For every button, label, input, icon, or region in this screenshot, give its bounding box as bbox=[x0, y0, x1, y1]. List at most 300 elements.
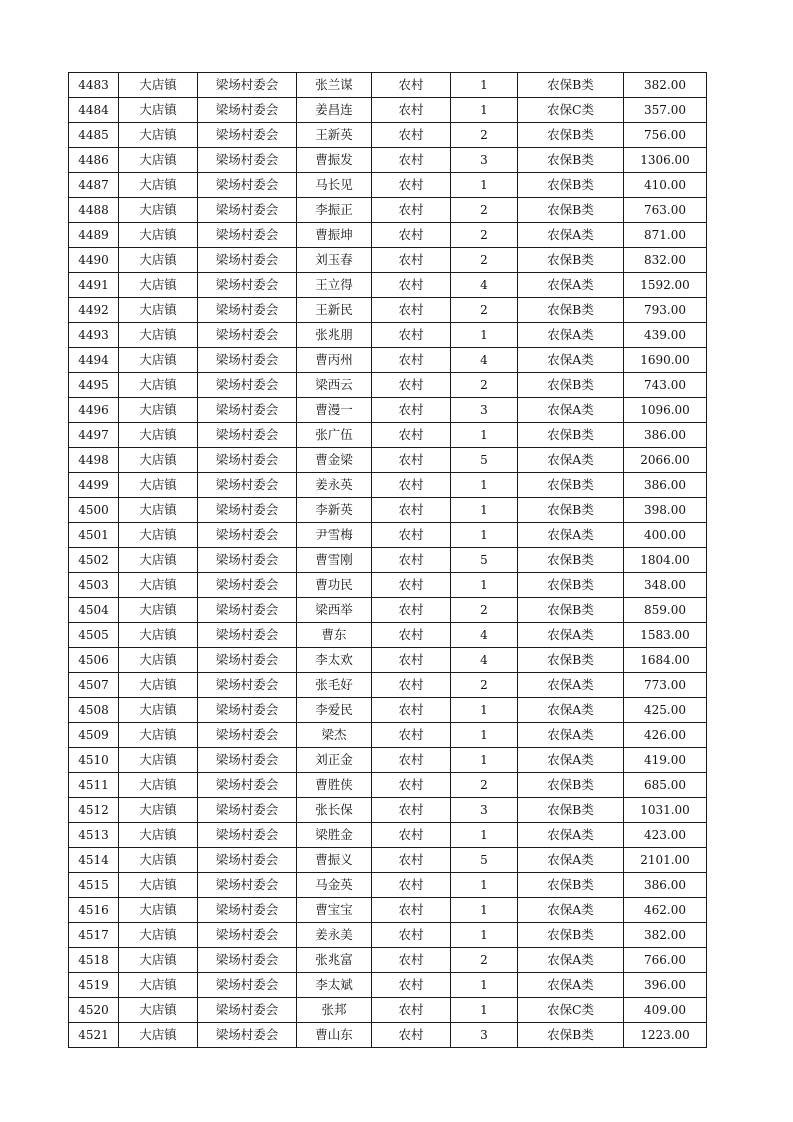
name-cell: 张兰谋 bbox=[297, 73, 372, 98]
village-cell: 梁场村委会 bbox=[198, 623, 297, 648]
area-type-cell: 农村 bbox=[372, 148, 451, 173]
area-type-cell: 农村 bbox=[372, 573, 451, 598]
amount-cell: 410.00 bbox=[624, 173, 707, 198]
name-cell: 马金英 bbox=[297, 873, 372, 898]
town-cell: 大店镇 bbox=[119, 73, 198, 98]
row-id-cell: 4515 bbox=[69, 873, 119, 898]
table-row bbox=[69, 348, 707, 373]
table-row bbox=[69, 373, 707, 398]
category-cell: 农保A类 bbox=[518, 398, 624, 423]
category-cell: 农保A类 bbox=[518, 323, 624, 348]
household-size-cell: 1 bbox=[451, 98, 518, 123]
household-size-cell: 2 bbox=[451, 123, 518, 148]
village-cell: 梁场村委会 bbox=[198, 248, 297, 273]
household-size-cell: 1 bbox=[451, 473, 518, 498]
row-id-cell: 4518 bbox=[69, 948, 119, 973]
name-cell: 张长保 bbox=[297, 798, 372, 823]
name-cell: 张邦 bbox=[297, 998, 372, 1023]
village-cell: 梁场村委会 bbox=[198, 848, 297, 873]
row-id-cell: 4504 bbox=[69, 598, 119, 623]
town-cell: 大店镇 bbox=[119, 473, 198, 498]
table-row bbox=[69, 173, 707, 198]
amount-cell: 793.00 bbox=[624, 298, 707, 323]
row-id-cell: 4511 bbox=[69, 773, 119, 798]
category-cell: 农保B类 bbox=[518, 148, 624, 173]
area-type-cell: 农村 bbox=[372, 648, 451, 673]
category-cell: 农保A类 bbox=[518, 348, 624, 373]
name-cell: 梁西举 bbox=[297, 598, 372, 623]
town-cell: 大店镇 bbox=[119, 248, 198, 273]
category-cell: 农保A类 bbox=[518, 973, 624, 998]
town-cell: 大店镇 bbox=[119, 748, 198, 773]
area-type-cell: 农村 bbox=[372, 723, 451, 748]
table-row bbox=[69, 973, 707, 998]
household-size-cell: 3 bbox=[451, 148, 518, 173]
row-id-cell: 4514 bbox=[69, 848, 119, 873]
household-size-cell: 1 bbox=[451, 723, 518, 748]
name-cell: 李太欢 bbox=[297, 648, 372, 673]
table-row bbox=[69, 623, 707, 648]
village-cell: 梁场村委会 bbox=[198, 1023, 297, 1048]
name-cell: 梁杰 bbox=[297, 723, 372, 748]
area-type-cell: 农村 bbox=[372, 1023, 451, 1048]
name-cell: 王立得 bbox=[297, 273, 372, 298]
row-id-cell: 4491 bbox=[69, 273, 119, 298]
row-id-cell: 4502 bbox=[69, 548, 119, 573]
name-cell: 姜永美 bbox=[297, 923, 372, 948]
village-cell: 梁场村委会 bbox=[198, 748, 297, 773]
household-size-cell: 1 bbox=[451, 873, 518, 898]
category-cell: 农保A类 bbox=[518, 523, 624, 548]
town-cell: 大店镇 bbox=[119, 148, 198, 173]
row-id-cell: 4508 bbox=[69, 698, 119, 723]
household-size-cell: 1 bbox=[451, 573, 518, 598]
name-cell: 张兆富 bbox=[297, 948, 372, 973]
area-type-cell: 农村 bbox=[372, 823, 451, 848]
area-type-cell: 农村 bbox=[372, 848, 451, 873]
table-row bbox=[69, 498, 707, 523]
village-cell: 梁场村委会 bbox=[198, 798, 297, 823]
table-row bbox=[69, 873, 707, 898]
category-cell: 农保B类 bbox=[518, 248, 624, 273]
town-cell: 大店镇 bbox=[119, 773, 198, 798]
household-size-cell: 2 bbox=[451, 598, 518, 623]
area-type-cell: 农村 bbox=[372, 673, 451, 698]
table-row bbox=[69, 648, 707, 673]
village-cell: 梁场村委会 bbox=[198, 523, 297, 548]
name-cell: 王新民 bbox=[297, 298, 372, 323]
amount-cell: 859.00 bbox=[624, 598, 707, 623]
amount-cell: 743.00 bbox=[624, 373, 707, 398]
area-type-cell: 农村 bbox=[372, 223, 451, 248]
table-row bbox=[69, 748, 707, 773]
amount-cell: 398.00 bbox=[624, 498, 707, 523]
name-cell: 张广伍 bbox=[297, 423, 372, 448]
table-row bbox=[69, 473, 707, 498]
village-cell: 梁场村委会 bbox=[198, 548, 297, 573]
area-type-cell: 农村 bbox=[372, 323, 451, 348]
category-cell: 农保B类 bbox=[518, 573, 624, 598]
amount-cell: 1031.00 bbox=[624, 798, 707, 823]
village-cell: 梁场村委会 bbox=[198, 698, 297, 723]
category-cell: 农保A类 bbox=[518, 623, 624, 648]
village-cell: 梁场村委会 bbox=[198, 423, 297, 448]
row-id-cell: 4494 bbox=[69, 348, 119, 373]
amount-cell: 357.00 bbox=[624, 98, 707, 123]
row-id-cell: 4512 bbox=[69, 798, 119, 823]
area-type-cell: 农村 bbox=[372, 948, 451, 973]
village-cell: 梁场村委会 bbox=[198, 823, 297, 848]
village-cell: 梁场村委会 bbox=[198, 598, 297, 623]
area-type-cell: 农村 bbox=[372, 123, 451, 148]
area-type-cell: 农村 bbox=[372, 598, 451, 623]
area-type-cell: 农村 bbox=[372, 248, 451, 273]
household-size-cell: 2 bbox=[451, 248, 518, 273]
category-cell: 农保C类 bbox=[518, 998, 624, 1023]
name-cell: 曹振坤 bbox=[297, 223, 372, 248]
row-id-cell: 4485 bbox=[69, 123, 119, 148]
town-cell: 大店镇 bbox=[119, 723, 198, 748]
row-id-cell: 4486 bbox=[69, 148, 119, 173]
category-cell: 农保A类 bbox=[518, 698, 624, 723]
household-size-cell: 5 bbox=[451, 848, 518, 873]
household-size-cell: 1 bbox=[451, 748, 518, 773]
town-cell: 大店镇 bbox=[119, 673, 198, 698]
amount-cell: 766.00 bbox=[624, 948, 707, 973]
town-cell: 大店镇 bbox=[119, 223, 198, 248]
village-cell: 梁场村委会 bbox=[198, 198, 297, 223]
category-cell: 农保A类 bbox=[518, 823, 624, 848]
amount-cell: 1583.00 bbox=[624, 623, 707, 648]
household-size-cell: 1 bbox=[451, 698, 518, 723]
name-cell: 曹宝宝 bbox=[297, 898, 372, 923]
village-cell: 梁场村委会 bbox=[198, 73, 297, 98]
household-size-cell: 3 bbox=[451, 1023, 518, 1048]
household-size-cell: 3 bbox=[451, 798, 518, 823]
row-id-cell: 4509 bbox=[69, 723, 119, 748]
category-cell: 农保B类 bbox=[518, 173, 624, 198]
table-row bbox=[69, 573, 707, 598]
household-size-cell: 4 bbox=[451, 348, 518, 373]
household-size-cell: 2 bbox=[451, 373, 518, 398]
amount-cell: 773.00 bbox=[624, 673, 707, 698]
category-cell: 农保A类 bbox=[518, 223, 624, 248]
data-table bbox=[68, 72, 707, 1048]
table-row bbox=[69, 923, 707, 948]
row-id-cell: 4496 bbox=[69, 398, 119, 423]
table-row bbox=[69, 773, 707, 798]
row-id-cell: 4498 bbox=[69, 448, 119, 473]
village-cell: 梁场村委会 bbox=[198, 373, 297, 398]
category-cell: 农保B类 bbox=[518, 873, 624, 898]
town-cell: 大店镇 bbox=[119, 423, 198, 448]
name-cell: 曹金梁 bbox=[297, 448, 372, 473]
amount-cell: 2101.00 bbox=[624, 848, 707, 873]
category-cell: 农保B类 bbox=[518, 473, 624, 498]
area-type-cell: 农村 bbox=[372, 773, 451, 798]
village-cell: 梁场村委会 bbox=[198, 773, 297, 798]
table-row bbox=[69, 798, 707, 823]
amount-cell: 763.00 bbox=[624, 198, 707, 223]
amount-cell: 386.00 bbox=[624, 873, 707, 898]
amount-cell: 439.00 bbox=[624, 323, 707, 348]
town-cell: 大店镇 bbox=[119, 448, 198, 473]
name-cell: 李新英 bbox=[297, 498, 372, 523]
area-type-cell: 农村 bbox=[372, 423, 451, 448]
village-cell: 梁场村委会 bbox=[198, 648, 297, 673]
table-row bbox=[69, 998, 707, 1023]
category-cell: 农保B类 bbox=[518, 773, 624, 798]
household-size-cell: 4 bbox=[451, 623, 518, 648]
area-type-cell: 农村 bbox=[372, 623, 451, 648]
area-type-cell: 农村 bbox=[372, 298, 451, 323]
town-cell: 大店镇 bbox=[119, 523, 198, 548]
row-id-cell: 4510 bbox=[69, 748, 119, 773]
area-type-cell: 农村 bbox=[372, 373, 451, 398]
area-type-cell: 农村 bbox=[372, 73, 451, 98]
village-cell: 梁场村委会 bbox=[198, 873, 297, 898]
row-id-cell: 4499 bbox=[69, 473, 119, 498]
village-cell: 梁场村委会 bbox=[198, 573, 297, 598]
amount-cell: 1684.00 bbox=[624, 648, 707, 673]
row-id-cell: 4490 bbox=[69, 248, 119, 273]
table-row bbox=[69, 223, 707, 248]
household-size-cell: 1 bbox=[451, 498, 518, 523]
household-size-cell: 1 bbox=[451, 823, 518, 848]
table-row bbox=[69, 673, 707, 698]
household-size-cell: 1 bbox=[451, 323, 518, 348]
area-type-cell: 农村 bbox=[372, 448, 451, 473]
village-cell: 梁场村委会 bbox=[198, 973, 297, 998]
amount-cell: 871.00 bbox=[624, 223, 707, 248]
household-size-cell: 2 bbox=[451, 223, 518, 248]
town-cell: 大店镇 bbox=[119, 573, 198, 598]
category-cell: 农保A类 bbox=[518, 673, 624, 698]
table-row bbox=[69, 448, 707, 473]
town-cell: 大店镇 bbox=[119, 798, 198, 823]
category-cell: 农保A类 bbox=[518, 723, 624, 748]
household-size-cell: 2 bbox=[451, 198, 518, 223]
household-size-cell: 1 bbox=[451, 173, 518, 198]
table-row bbox=[69, 823, 707, 848]
category-cell: 农保A类 bbox=[518, 848, 624, 873]
row-id-cell: 4505 bbox=[69, 623, 119, 648]
table-row bbox=[69, 73, 707, 98]
household-size-cell: 4 bbox=[451, 648, 518, 673]
row-id-cell: 4492 bbox=[69, 298, 119, 323]
town-cell: 大店镇 bbox=[119, 323, 198, 348]
town-cell: 大店镇 bbox=[119, 848, 198, 873]
name-cell: 曹胜侠 bbox=[297, 773, 372, 798]
area-type-cell: 农村 bbox=[372, 173, 451, 198]
amount-cell: 1804.00 bbox=[624, 548, 707, 573]
name-cell: 曹振发 bbox=[297, 148, 372, 173]
town-cell: 大店镇 bbox=[119, 273, 198, 298]
category-cell: 农保B类 bbox=[518, 73, 624, 98]
town-cell: 大店镇 bbox=[119, 598, 198, 623]
area-type-cell: 农村 bbox=[372, 198, 451, 223]
town-cell: 大店镇 bbox=[119, 823, 198, 848]
town-cell: 大店镇 bbox=[119, 348, 198, 373]
household-size-cell: 3 bbox=[451, 398, 518, 423]
category-cell: 农保B类 bbox=[518, 498, 624, 523]
category-cell: 农保B类 bbox=[518, 798, 624, 823]
row-id-cell: 4506 bbox=[69, 648, 119, 673]
table-row bbox=[69, 273, 707, 298]
amount-cell: 1690.00 bbox=[624, 348, 707, 373]
town-cell: 大店镇 bbox=[119, 923, 198, 948]
household-size-cell: 2 bbox=[451, 773, 518, 798]
table-row bbox=[69, 398, 707, 423]
town-cell: 大店镇 bbox=[119, 98, 198, 123]
area-type-cell: 农村 bbox=[372, 873, 451, 898]
amount-cell: 1306.00 bbox=[624, 148, 707, 173]
table-row bbox=[69, 723, 707, 748]
household-size-cell: 4 bbox=[451, 273, 518, 298]
amount-cell: 348.00 bbox=[624, 573, 707, 598]
name-cell: 曹功民 bbox=[297, 573, 372, 598]
village-cell: 梁场村委会 bbox=[198, 98, 297, 123]
area-type-cell: 农村 bbox=[372, 273, 451, 298]
row-id-cell: 4489 bbox=[69, 223, 119, 248]
name-cell: 姜昌连 bbox=[297, 98, 372, 123]
area-type-cell: 农村 bbox=[372, 498, 451, 523]
area-type-cell: 农村 bbox=[372, 748, 451, 773]
category-cell: 农保A类 bbox=[518, 448, 624, 473]
area-type-cell: 农村 bbox=[372, 398, 451, 423]
household-size-cell: 1 bbox=[451, 423, 518, 448]
household-size-cell: 5 bbox=[451, 448, 518, 473]
table-row bbox=[69, 848, 707, 873]
household-size-cell: 5 bbox=[451, 548, 518, 573]
town-cell: 大店镇 bbox=[119, 698, 198, 723]
village-cell: 梁场村委会 bbox=[198, 398, 297, 423]
village-cell: 梁场村委会 bbox=[198, 348, 297, 373]
household-size-cell: 2 bbox=[451, 298, 518, 323]
area-type-cell: 农村 bbox=[372, 523, 451, 548]
amount-cell: 1223.00 bbox=[624, 1023, 707, 1048]
amount-cell: 425.00 bbox=[624, 698, 707, 723]
village-cell: 梁场村委会 bbox=[198, 723, 297, 748]
town-cell: 大店镇 bbox=[119, 973, 198, 998]
category-cell: 农保B类 bbox=[518, 548, 624, 573]
table-row bbox=[69, 198, 707, 223]
category-cell: 农保B类 bbox=[518, 298, 624, 323]
town-cell: 大店镇 bbox=[119, 948, 198, 973]
village-cell: 梁场村委会 bbox=[198, 298, 297, 323]
row-id-cell: 4488 bbox=[69, 198, 119, 223]
table-row bbox=[69, 948, 707, 973]
table-row bbox=[69, 323, 707, 348]
table-row bbox=[69, 423, 707, 448]
village-cell: 梁场村委会 bbox=[198, 173, 297, 198]
village-cell: 梁场村委会 bbox=[198, 223, 297, 248]
household-size-cell: 1 bbox=[451, 73, 518, 98]
amount-cell: 400.00 bbox=[624, 523, 707, 548]
town-cell: 大店镇 bbox=[119, 398, 198, 423]
area-type-cell: 农村 bbox=[372, 698, 451, 723]
village-cell: 梁场村委会 bbox=[198, 448, 297, 473]
table-row bbox=[69, 98, 707, 123]
row-id-cell: 4519 bbox=[69, 973, 119, 998]
table-row bbox=[69, 898, 707, 923]
amount-cell: 409.00 bbox=[624, 998, 707, 1023]
table-row bbox=[69, 598, 707, 623]
town-cell: 大店镇 bbox=[119, 998, 198, 1023]
category-cell: 农保A类 bbox=[518, 948, 624, 973]
village-cell: 梁场村委会 bbox=[198, 473, 297, 498]
name-cell: 张毛好 bbox=[297, 673, 372, 698]
category-cell: 农保B类 bbox=[518, 373, 624, 398]
name-cell: 姜永英 bbox=[297, 473, 372, 498]
row-id-cell: 4495 bbox=[69, 373, 119, 398]
name-cell: 曹丙州 bbox=[297, 348, 372, 373]
amount-cell: 382.00 bbox=[624, 923, 707, 948]
household-size-cell: 2 bbox=[451, 673, 518, 698]
row-id-cell: 4484 bbox=[69, 98, 119, 123]
town-cell: 大店镇 bbox=[119, 298, 198, 323]
name-cell: 马长见 bbox=[297, 173, 372, 198]
town-cell: 大店镇 bbox=[119, 1023, 198, 1048]
category-cell: 农保B类 bbox=[518, 648, 624, 673]
village-cell: 梁场村委会 bbox=[198, 948, 297, 973]
area-type-cell: 农村 bbox=[372, 998, 451, 1023]
amount-cell: 756.00 bbox=[624, 123, 707, 148]
name-cell: 李太斌 bbox=[297, 973, 372, 998]
household-size-cell: 2 bbox=[451, 948, 518, 973]
amount-cell: 386.00 bbox=[624, 423, 707, 448]
amount-cell: 386.00 bbox=[624, 473, 707, 498]
row-id-cell: 4521 bbox=[69, 1023, 119, 1048]
amount-cell: 685.00 bbox=[624, 773, 707, 798]
area-type-cell: 农村 bbox=[372, 923, 451, 948]
name-cell: 刘正金 bbox=[297, 748, 372, 773]
area-type-cell: 农村 bbox=[372, 973, 451, 998]
household-size-cell: 1 bbox=[451, 973, 518, 998]
household-size-cell: 1 bbox=[451, 998, 518, 1023]
village-cell: 梁场村委会 bbox=[198, 898, 297, 923]
category-cell: 农保A类 bbox=[518, 898, 624, 923]
row-id-cell: 4520 bbox=[69, 998, 119, 1023]
household-size-cell: 1 bbox=[451, 898, 518, 923]
amount-cell: 1592.00 bbox=[624, 273, 707, 298]
row-id-cell: 4517 bbox=[69, 923, 119, 948]
row-id-cell: 4487 bbox=[69, 173, 119, 198]
category-cell: 农保B类 bbox=[518, 123, 624, 148]
table-row bbox=[69, 523, 707, 548]
village-cell: 梁场村委会 bbox=[198, 123, 297, 148]
category-cell: 农保A类 bbox=[518, 748, 624, 773]
name-cell: 曹东 bbox=[297, 623, 372, 648]
amount-cell: 832.00 bbox=[624, 248, 707, 273]
area-type-cell: 农村 bbox=[372, 548, 451, 573]
name-cell: 曹雪刚 bbox=[297, 548, 372, 573]
village-cell: 梁场村委会 bbox=[198, 998, 297, 1023]
name-cell: 李爱民 bbox=[297, 698, 372, 723]
amount-cell: 462.00 bbox=[624, 898, 707, 923]
row-id-cell: 4503 bbox=[69, 573, 119, 598]
town-cell: 大店镇 bbox=[119, 498, 198, 523]
town-cell: 大店镇 bbox=[119, 623, 198, 648]
amount-cell: 396.00 bbox=[624, 973, 707, 998]
category-cell: 农保B类 bbox=[518, 1023, 624, 1048]
table-row bbox=[69, 548, 707, 573]
name-cell: 王新英 bbox=[297, 123, 372, 148]
table-row bbox=[69, 248, 707, 273]
amount-cell: 382.00 bbox=[624, 73, 707, 98]
row-id-cell: 4483 bbox=[69, 73, 119, 98]
town-cell: 大店镇 bbox=[119, 123, 198, 148]
